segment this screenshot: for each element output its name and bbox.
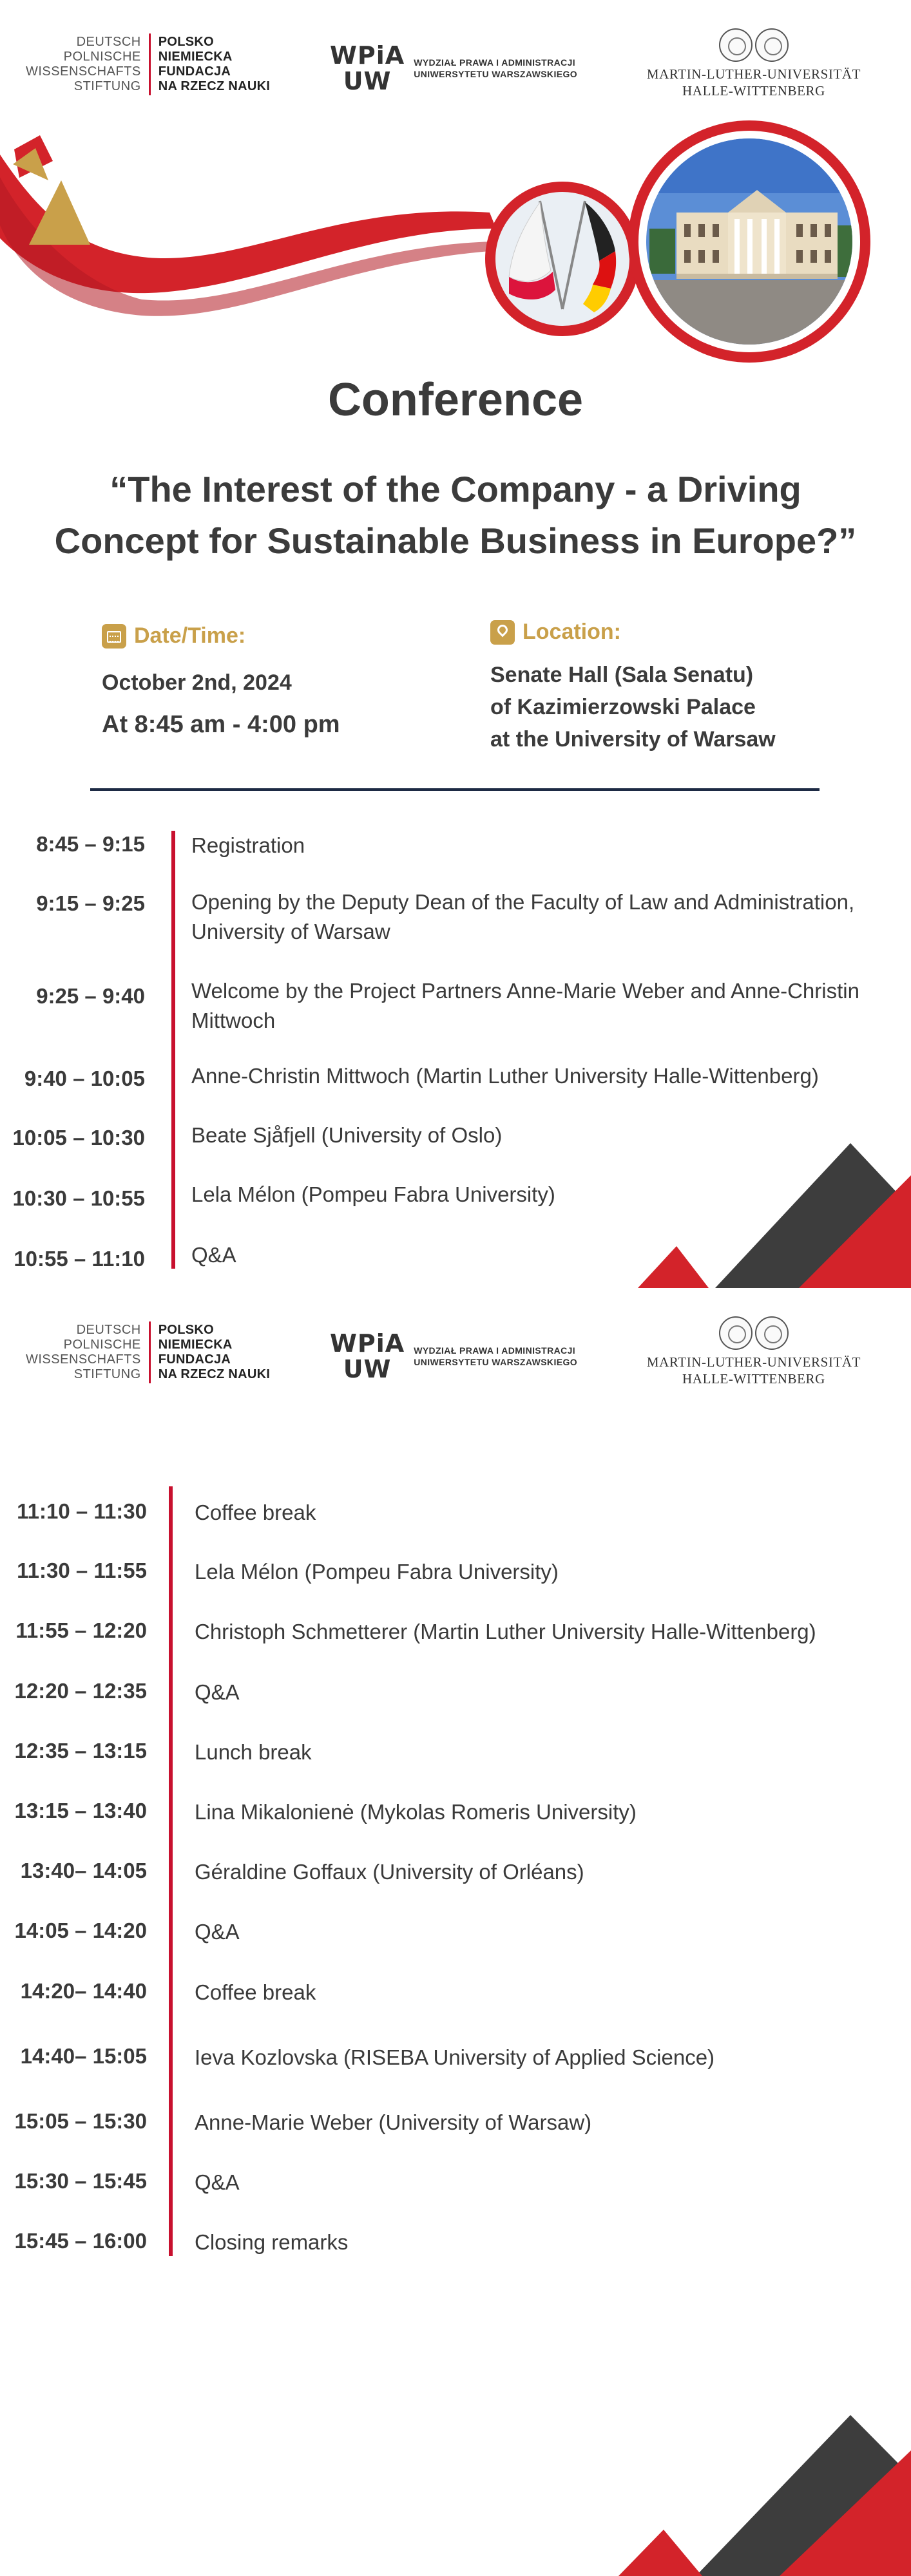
location-line1: Senate Hall (Sala Senatu) bbox=[490, 663, 754, 687]
location-line2: of Kazimierzowski Palace bbox=[490, 695, 756, 719]
dpws-de-line: POLNISCHE bbox=[63, 1338, 141, 1352]
wpia-text-line2: UNIWERSYTETU WARSZAWSKIEGO bbox=[414, 69, 578, 79]
logo-wpia-page2 bbox=[330, 1331, 577, 1382]
logo-wpia bbox=[330, 43, 577, 94]
wpia-mark bbox=[330, 1331, 405, 1382]
mlu-line2: HALLE-WITTENBERG bbox=[682, 83, 825, 99]
dpws-pl-line: NIEMIECKA bbox=[158, 1338, 233, 1352]
dpws-de-line: POLNISCHE bbox=[63, 50, 141, 64]
schedule-event: Registration bbox=[191, 833, 305, 857]
schedule-row bbox=[0, 1498, 316, 1524]
location-heading-label: Location: bbox=[523, 620, 621, 644]
schedule-time: 13:40– 14:05 bbox=[20, 1859, 147, 1882]
corner-decoration bbox=[638, 1143, 911, 1288]
dpws-pl-line: NA RZECZ NAUKI bbox=[158, 79, 271, 93]
dpws-de-line: WISSENSCHAFTS bbox=[26, 64, 141, 79]
wpia-mark-line1: WPiA bbox=[330, 1329, 405, 1358]
dpws-polish-text bbox=[151, 35, 270, 94]
location-heading bbox=[490, 620, 877, 645]
schedule-row bbox=[0, 1797, 637, 1824]
wpia-text-line1: WYDZIAŁ PRAWA I ADMINISTRACJI bbox=[414, 57, 576, 68]
schedule-event: Beate Sjåfjell (University of Oslo) bbox=[191, 1123, 503, 1147]
schedule-event: Lina Mikalonienė (Mykolas Romeris University) bbox=[195, 1800, 637, 1824]
schedule-event: Welcome by the Project Partners Anne-Marie Weber and Anne-Christin Mittwoch bbox=[191, 979, 859, 1032]
schedule-event: Q&A bbox=[191, 1243, 236, 1267]
title-line2: Concept for Sustainable Business in Europe?” bbox=[54, 520, 857, 561]
dpws-pl-line: POLSKO bbox=[158, 1323, 215, 1337]
schedule-row bbox=[0, 1240, 236, 1271]
seal-icon bbox=[719, 28, 753, 62]
dpws-german-text bbox=[26, 1323, 149, 1382]
schedule-row bbox=[0, 2108, 592, 2134]
schedule-event: Q&A bbox=[195, 1920, 240, 1944]
mlu-text bbox=[631, 1354, 876, 1387]
dpws-de-line: DEUTSCH bbox=[76, 35, 141, 49]
schedule-time: 12:35 – 13:15 bbox=[14, 1739, 147, 1763]
mlu-line1: MARTIN-LUTHER-UNIVERSITÄT bbox=[646, 1354, 861, 1370]
schedule-row bbox=[0, 2043, 715, 2069]
wpia-text-line1: WYDZIAŁ PRAWA I ADMINISTRACJI bbox=[414, 1345, 576, 1356]
schedule-row bbox=[0, 1061, 819, 1091]
schedule-row bbox=[0, 2168, 240, 2194]
schedule-time: 14:20– 14:40 bbox=[20, 1979, 147, 2003]
schedule-row bbox=[0, 831, 305, 857]
schedule-time: 14:05 – 14:20 bbox=[14, 1918, 147, 1942]
calendar-icon bbox=[102, 624, 126, 649]
event-time: At 8:45 am - 4:00 pm bbox=[102, 711, 340, 738]
decorative-banner bbox=[0, 116, 911, 374]
schedule-row bbox=[0, 1557, 559, 1584]
datetime-heading-label: Date/Time: bbox=[134, 623, 246, 648]
dpws-pl-line: FUNDACJA bbox=[158, 1352, 231, 1367]
location-line3: at the University of Warsaw bbox=[490, 727, 776, 752]
schedule-time: 11:30 – 11:55 bbox=[17, 1558, 147, 1582]
schedule-time: 10:05 – 10:30 bbox=[12, 1126, 145, 1150]
schedule-event: Coffee break bbox=[195, 1980, 316, 2004]
wpia-mark-line2: UW bbox=[343, 1355, 392, 1383]
dpws-de-line: STIFTUNG bbox=[73, 79, 141, 93]
schedule-row bbox=[0, 1738, 312, 1764]
schedule-row bbox=[0, 1917, 240, 1944]
logo-mlu-page2 bbox=[631, 1316, 876, 1387]
wpia-text bbox=[414, 1345, 577, 1368]
dpws-pl-line: NA RZECZ NAUKI bbox=[158, 1367, 271, 1381]
logo-dpws-page2 bbox=[26, 1321, 270, 1383]
schedule-event: Closing remarks bbox=[195, 2230, 349, 2254]
schedule-time: 15:30 – 15:45 bbox=[14, 2169, 147, 2193]
datetime-heading bbox=[102, 623, 463, 649]
dpws-de-line: WISSENSCHAFTS bbox=[26, 1352, 141, 1367]
wpia-text bbox=[414, 57, 577, 80]
schedule-row bbox=[0, 887, 855, 943]
location-pin-icon bbox=[490, 620, 515, 645]
schedule-event: Coffee break bbox=[195, 1501, 316, 1524]
schedule-event: Anne-Christin Mittwoch (Martin Luther University Halle-Wittenberg) bbox=[191, 1064, 819, 1088]
schedule-time: 11:55 – 12:20 bbox=[15, 1618, 147, 1642]
schedule-timeline-bar-page2 bbox=[169, 1486, 173, 2256]
schedule-timeline-bar bbox=[171, 831, 175, 1269]
mlu-text bbox=[631, 66, 876, 99]
wpia-mark-line2: UW bbox=[343, 67, 392, 95]
schedule-time: 10:30 – 10:55 bbox=[12, 1186, 145, 1210]
mlu-line1: MARTIN-LUTHER-UNIVERSITÄT bbox=[646, 66, 861, 82]
logo-mlu bbox=[631, 28, 876, 99]
schedule-time: 13:15 – 13:40 bbox=[14, 1799, 147, 1823]
event-date: October 2nd, 2024 bbox=[102, 670, 292, 695]
schedule-time: 9:15 – 9:25 bbox=[36, 891, 145, 915]
schedule-event: Géraldine Goffaux (University of Orléans) bbox=[195, 1860, 584, 1884]
schedule-event: Lela Mélon (Pompeu Fabra University) bbox=[191, 1182, 555, 1206]
mlu-line2: HALLE-WITTENBERG bbox=[682, 1371, 825, 1387]
seal-icon bbox=[719, 1316, 753, 1350]
schedule-row bbox=[0, 976, 859, 1032]
schedule-event: Lunch break bbox=[195, 1740, 312, 1764]
seal-icon bbox=[755, 28, 789, 62]
schedule-event: Ieva Kozlovska (RISEBA University of Applied Science) bbox=[195, 2045, 715, 2069]
seal-icon bbox=[755, 1316, 789, 1350]
schedule-time: 15:05 – 15:30 bbox=[14, 2109, 147, 2133]
dpws-german-text bbox=[26, 35, 149, 94]
datetime-block bbox=[102, 623, 463, 741]
dpws-pl-line: FUNDACJA bbox=[158, 64, 231, 79]
schedule-time: 8:45 – 9:15 bbox=[36, 832, 145, 856]
schedule-time: 10:55 – 11:10 bbox=[14, 1247, 145, 1271]
schedule-row bbox=[0, 1678, 240, 1704]
schedule-time: 9:25 – 9:40 bbox=[36, 984, 145, 1008]
schedule-time: 11:10 – 11:30 bbox=[17, 1499, 147, 1523]
schedule-row bbox=[0, 1978, 316, 2004]
title-line1: “The Interest of the Company - a Driving bbox=[110, 469, 801, 509]
schedule-time: 12:20 – 12:35 bbox=[14, 1679, 147, 1703]
schedule-event: Q&A bbox=[195, 1680, 240, 1704]
schedule-row bbox=[0, 1617, 816, 1643]
schedule-event: Christoph Schmetterer (Martin Luther University Halle-Wittenberg) bbox=[195, 1620, 816, 1643]
mlu-seals bbox=[631, 28, 876, 62]
dpws-pl-line: POLSKO bbox=[158, 35, 215, 49]
location-block bbox=[490, 620, 877, 755]
schedule-event: Q&A bbox=[195, 2170, 240, 2194]
logo-dpws bbox=[26, 33, 270, 95]
conference-title bbox=[26, 464, 885, 567]
schedule-time: 14:40– 15:05 bbox=[20, 2044, 147, 2068]
dpws-pl-line: NIEMIECKA bbox=[158, 50, 233, 64]
schedule-row bbox=[0, 2228, 349, 2254]
schedule-event: Lela Mélon (Pompeu Fabra University) bbox=[195, 1560, 559, 1584]
schedule-row bbox=[0, 1121, 503, 1150]
wpia-mark bbox=[330, 43, 405, 94]
wpia-text-line2: UNIWERSYTETU WARSZAWSKIEGO bbox=[414, 1357, 578, 1367]
mlu-seals bbox=[631, 1316, 876, 1350]
schedule-time: 9:40 – 10:05 bbox=[24, 1066, 145, 1090]
schedule-row bbox=[0, 1180, 555, 1211]
schedule-time: 15:45 – 16:00 bbox=[14, 2229, 147, 2253]
section-divider bbox=[90, 788, 820, 791]
schedule-event: Opening by the Deputy Dean of the Faculty of Law and Administration, University of Warsaw bbox=[191, 890, 855, 943]
corner-decoration-page2 bbox=[619, 2415, 911, 2576]
schedule-row bbox=[0, 1857, 584, 1884]
dpws-polish-text bbox=[151, 1323, 270, 1382]
conference-label: Conference bbox=[327, 374, 584, 426]
dpws-de-line: STIFTUNG bbox=[73, 1367, 141, 1381]
schedule-event: Anne-Marie Weber (University of Warsaw) bbox=[195, 2110, 592, 2134]
wpia-mark-line1: WPiA bbox=[330, 41, 405, 70]
dpws-de-line: DEUTSCH bbox=[76, 1323, 141, 1337]
